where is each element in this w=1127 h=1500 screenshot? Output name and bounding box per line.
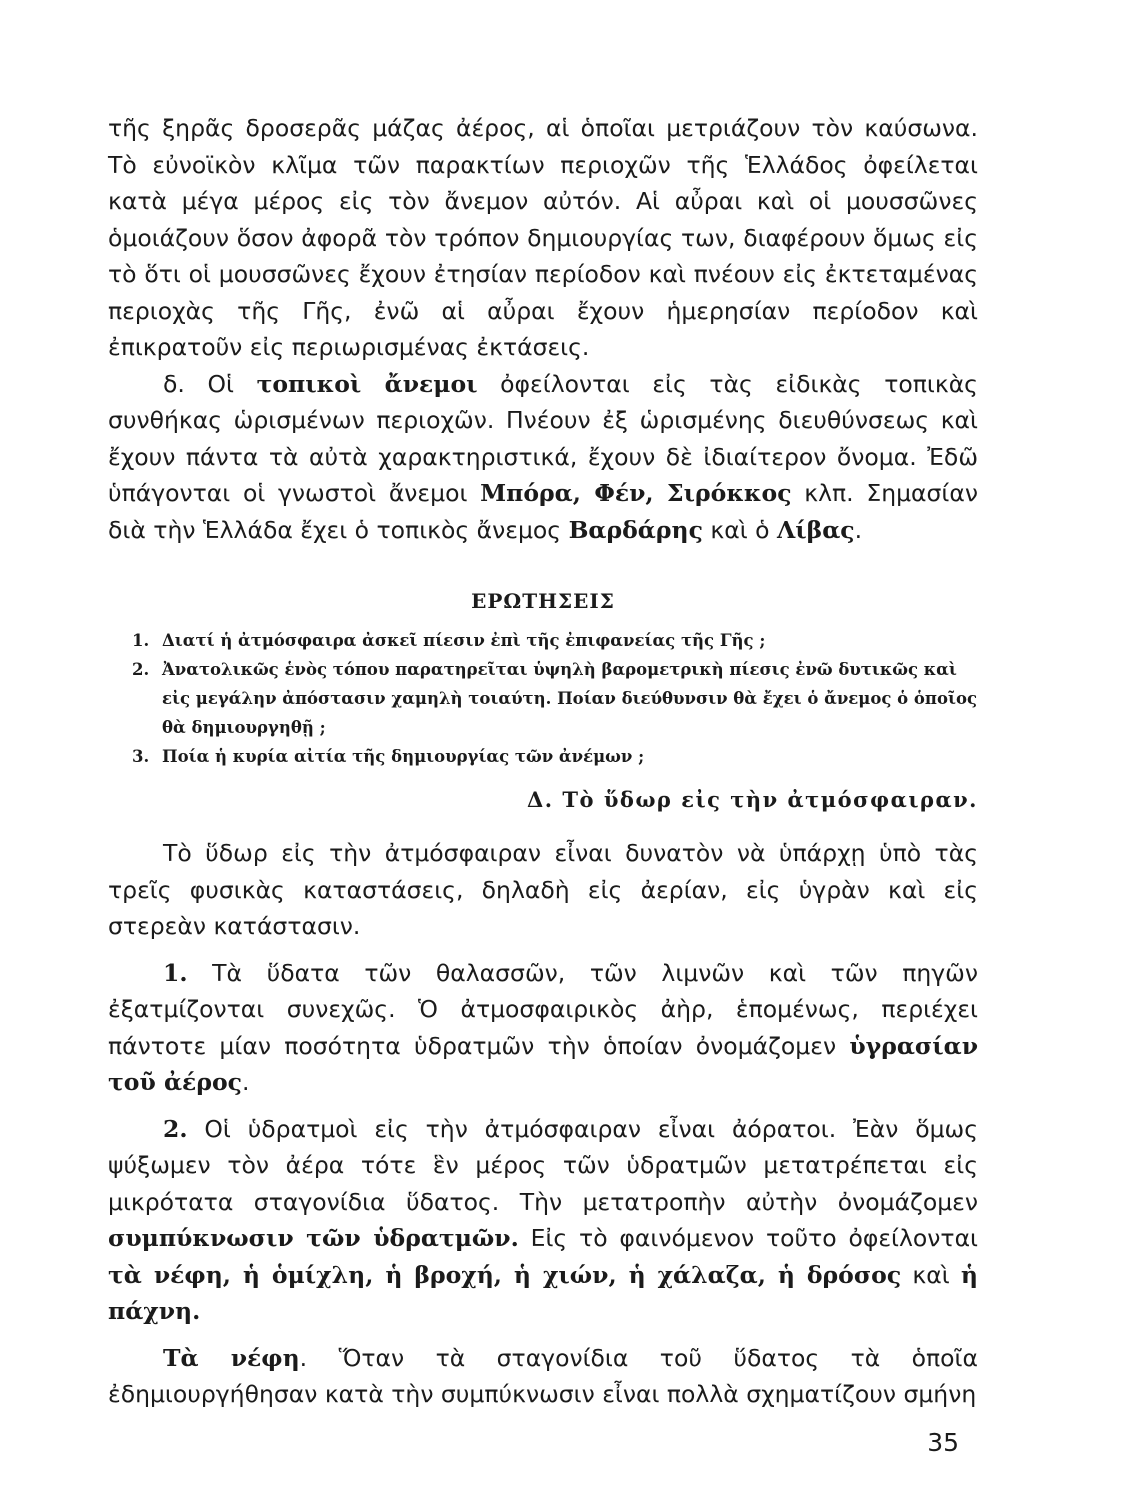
text-run: Τὰ ὕδατα τῶν θαλασσῶν, τῶν λιμνῶν καὶ τῶν πηγῶν ἐξατμίζονται συνεχῶς. Ὁ ἀτμοσφαιρικὸς ἀὴρ, ἑπομένως, περιέχει πάντοτε μίαν ποσότητα ὑδρατμῶν τὴν ὁποίαν ὀνομάζομεν: [108, 958, 978, 1060]
text-run: δ. Οἱ: [163, 369, 257, 398]
bold-term-humidity: ὑγρασίαν τοῦ ἀέρος: [108, 1031, 978, 1096]
section-paragraph-1: Τὸ ὕδωρ εἰς τὴν ἀτμόσφαιραν εἶναι δυνατὸν νὰ ὑπάρχῃ ὑπὸ τὰς τρεῖς φυσικὰς καταστάσεις, δηλαδὴ εἰς ἀερίαν, εἰς ὑγρὰν καὶ εἰς στερεὰν κατάστασιν.: [108, 839, 978, 940]
question-item: [108, 626, 978, 655]
question-number: 2.: [132, 660, 150, 679]
section-paragraph-3: [108, 1111, 978, 1330]
section-paragraph-2: [108, 955, 978, 1101]
question-number: 1.: [132, 631, 150, 650]
text-run: .: [854, 515, 863, 544]
text-run: καὶ ὁ: [702, 515, 778, 544]
bold-term-phenomena: τὰ νέφη, ἡ ὁμίχλη, ἡ βροχή, ἡ χιών, ἡ χάλαζα, ἡ δρόσος: [108, 1260, 902, 1289]
questions-list: [108, 626, 978, 771]
text-run: . Ὅταν τὰ σταγονίδια τοῦ ὕδατος τὰ ὁποῖα ἐδημιουργήθησαν κατὰ τὴν συμπύκνωσιν εἶναι πολλὰ σχηματίζουν σμήνη: [108, 1343, 978, 1408]
bold-term-clouds: Τὰ νέφη: [163, 1343, 300, 1372]
bold-term-condensation: συμπύκνωσιν τῶν ὑδρατμῶν.: [108, 1224, 519, 1252]
bold-term-local-winds: τοπικοὶ ἄνεμοι: [256, 369, 478, 398]
question-item: [108, 742, 978, 771]
page-number: 35: [927, 1428, 959, 1457]
text-run: καὶ: [901, 1260, 961, 1289]
section-paragraph-4: [108, 1340, 978, 1413]
question-item: [108, 655, 978, 742]
text-run: Οἱ ὑδρατμοὶ εἰς τὴν ἀτμόσφαιραν εἶναι ἀόρατοι. Ἐὰν ὅμως ψύξωμεν τὸν ἀέρα τότε ἓν μέρος τῶν ὑδρατμῶν μετατρέπεται εἰς μικρότατα σταγονίδια ὕδατος. Τὴν μετατροπὴν αὐτὴν ὀνομάζομεν: [108, 1114, 978, 1216]
bold-term-livas: Λίβας: [777, 515, 855, 544]
text-run: Εἰς τὸ φαινόμενον τοῦτο ὀφείλονται: [518, 1224, 979, 1252]
question-number: 3.: [132, 747, 150, 766]
intro-paragraph-local-winds: [108, 366, 978, 549]
questions-heading: ΕΡΩΤΗΣΕΙΣ: [471, 589, 615, 613]
text-run: ὀφείλονται εἰς τὰς εἰδικὰς τοπικὰς συνθήκας ὡρισμένων περιοχῶν. Πνέουν ἐξ ὡρισμένης διευθύνσεως καὶ ἔχουν πάντα τὰ αὐτὰ χαρακτηριστικά, ἔχουν δὲ ἰδιαίτερον ὄνομα. Ἐδῶ ὑπάγονται οἱ γνωστοὶ ἄνεμοι: [108, 369, 978, 507]
intro-paragraph-1: τῆς ξηρᾶς δροσερᾶς μάζας ἀέρος, αἱ ὁποῖαι μετριάζουν τὸν καύσωνα. Τὸ εὐνοϊκὸν κλῖμα τῶν παρακτίων περιοχῶν τῆς Ἑλλάδος ὀφείλεται κατὰ μέγα μέρος εἰς τὸν ἄνεμον αὐτόν. Αἱ αὖραι καὶ οἱ μουσσῶνες ὁμοιάζουν ὅσον ἀφορᾶ τὸν τρόπον δημιουργίας των, διαφέρουν ὅμως εἰς τὸ ὅτι οἱ μουσσῶνες ἔχουν ἐτησίαν περίοδον καὶ πνέουν εἰς ἐκτεταμένας περιοχὰς τῆς Γῆς, ἐνῶ αἱ αὖραι ἔχουν ἡμερησίαν περίοδον καὶ ἐπικρατοῦν εἰς περιωρισμένας ἐκτάσεις.: [108, 114, 978, 361]
question-text: Ποία ἡ κυρία αἰτία τῆς δημιουργίας τῶν ἀνέμων ;: [162, 747, 645, 766]
section-title: Δ. Τὸ ὕδωρ εἰς τὴν ἀτμόσφαιραν.: [527, 787, 978, 812]
question-text: Ἀνατολικῶς ἑνὸς τόπου παρατηρεῖται ὑψηλὴ βαρομετρικὴ πίεσις ἐνῶ δυτικῶς καὶ εἰς μεγάλην ἀπόστασιν χαμηλὴ τοιαύτη. Ποίαν διεύθυνσιν θὰ ἔχει ὁ ἄνεμος ὁ ὁποῖος θὰ δημιουργηθῇ ;: [162, 660, 978, 737]
text-run: .: [241, 1068, 250, 1096]
text-run: κλπ. Σημασίαν διὰ τὴν Ἑλλάδα ἔχει ὁ τοπικὸς ἄνεμος: [108, 479, 978, 544]
bold-term-wind-names: Μπόρα, Φέν, Σιρόκκος: [480, 479, 792, 507]
bold-term-vardaris: Βαρδάρης: [568, 515, 703, 544]
paragraph-number: 2.: [163, 1114, 188, 1143]
bold-term-frost: ἡ πάχνη.: [108, 1260, 978, 1325]
paragraph-number: 1.: [163, 958, 188, 987]
text-body: [108, 110, 978, 1413]
question-text: Διατί ἡ ἀτμόσφαιρα ἀσκεῖ πίεσιν ἐπὶ τῆς ἐπιφανείας τῆς Γῆς ;: [162, 631, 766, 650]
